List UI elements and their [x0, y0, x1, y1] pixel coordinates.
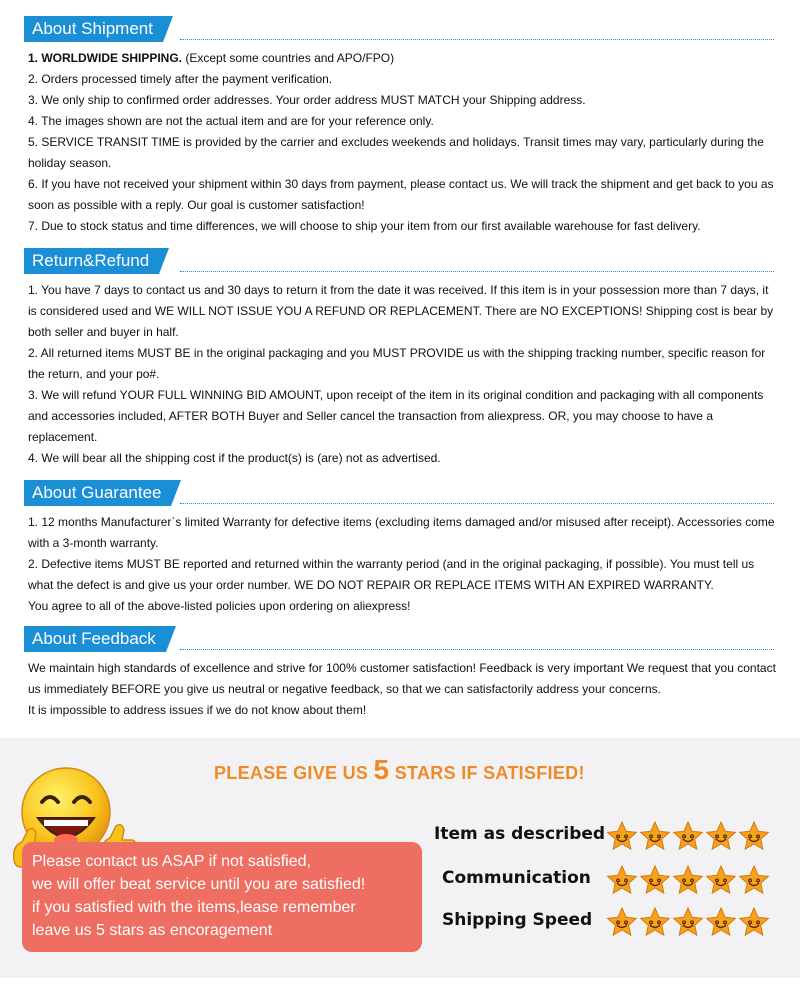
dotted-divider — [180, 39, 774, 40]
guarantee-item-3: You agree to all of the above-listed policies upon ordering on aliexpress! — [28, 599, 411, 613]
section-shipment — [0, 16, 800, 237]
star-icon — [705, 864, 737, 896]
section-header — [0, 626, 800, 652]
shipment-item-3: 3. We only ship to confirmed order addresses. Your order address MUST MATCH your Shipping address. — [28, 93, 586, 107]
refund-item-4: 4. We will bear all the shipping cost if the product(s) is (are) not as advertised. — [28, 451, 441, 465]
contact-message-box — [22, 842, 422, 952]
section-title-tab — [24, 480, 171, 506]
star-icon — [639, 864, 671, 896]
star-icon — [738, 864, 770, 896]
contact-line-4: leave us 5 stars as encoragement — [32, 922, 273, 939]
star-icon — [705, 820, 737, 852]
contact-line-1: Please contact us ASAP if not satisfied, — [32, 853, 311, 870]
section-title-tab — [24, 16, 163, 42]
rating-communication — [434, 864, 784, 898]
guarantee-item-1: 1. 12 months Manufacturer`s limited Warranty for defective items (excluding items damaged and/or misused after receipt). Accessories come with a 3-month warranty. — [28, 515, 775, 550]
section-guarantee — [0, 480, 800, 617]
section-feedback — [0, 626, 800, 721]
section-title: About Shipment — [32, 19, 153, 38]
section-title: About Feedback — [32, 629, 156, 648]
five-star-banner — [0, 738, 800, 978]
contact-line-2: we will offer beat service until you are satisfied! — [32, 876, 366, 893]
star-icon — [606, 906, 638, 938]
section-title: About Guarantee — [32, 483, 162, 502]
star-icon — [639, 906, 671, 938]
rating-shipping-speed — [434, 906, 784, 940]
rating-label: Communication — [442, 868, 591, 888]
section-title-tab — [24, 626, 166, 652]
star-icon — [606, 820, 638, 852]
section-header — [0, 248, 800, 274]
star-icon — [705, 906, 737, 938]
shipment-item-1: 1. WORLDWIDE SHIPPING. (Except some countries and APO/FPO) — [28, 51, 395, 65]
rating-label: Item as described — [434, 824, 606, 844]
shipment-item-2: 2. Orders processed timely after the payment verification. — [28, 72, 333, 86]
dotted-divider — [180, 503, 774, 504]
star-icon — [738, 820, 770, 852]
bottom-spacer — [0, 978, 800, 1000]
section-text — [28, 48, 780, 237]
section-text — [28, 658, 780, 721]
dotted-divider — [180, 649, 774, 650]
star-icon — [672, 820, 704, 852]
star-icon — [738, 906, 770, 938]
star-rating — [606, 906, 771, 940]
please-give-stars-heading: PLEASE GIVE US 5 STARS IF SATISFIED! — [214, 754, 585, 785]
section-header — [0, 16, 800, 42]
shipment-item-7: 7. Due to stock status and time differences, we will choose to ship your item from our first available warehouse for fast delivery. — [28, 219, 701, 233]
star-icon — [606, 864, 638, 896]
refund-item-3: 3. We will refund YOUR FULL WINNING BID AMOUNT, upon receipt of the item in its original condition and packaging with all components and accessories included, AFTER BOTH Buyer and Seller cancel the transaction from aliexpress. OR, you may choose to have a replacement. — [28, 388, 764, 444]
section-text — [28, 280, 780, 469]
section-title-tab — [24, 248, 159, 274]
feedback-item-2: It is impossible to address issues if we do not know about them! — [28, 703, 367, 717]
dotted-divider — [180, 271, 774, 272]
refund-item-1: 1. You have 7 days to contact us and 30 days to return it from the date it was received. If this item is in your possession more than 7 days, it is considered used and WE WILL NOT ISSUE YOU A REFUND OR REPLACEMENT. There are NO EXCEPTIONS! Shipping cost is bear by both seller and buyer in half. — [28, 283, 774, 339]
rating-label: Shipping Speed — [442, 910, 593, 930]
star-icon — [639, 820, 671, 852]
star-icon — [672, 864, 704, 896]
rating-item-as-described — [434, 820, 784, 854]
section-header — [0, 480, 800, 506]
feedback-item-1: We maintain high standards of excellence and strive for 100% customer satisfaction! Feedback is very important We request that you contact us immediately BEFORE you give us neutral or negative feedback, so that we can satisfactorily address your concerns. — [28, 661, 776, 696]
shipment-item-6: 6. If you have not received your shipment within 30 days from payment, please contact us. We will track the shipment and get back to you as soon as possible with a reply. Our goal is customer satisfaction! — [28, 177, 774, 212]
section-title: Return&Refund — [32, 251, 150, 270]
star-rating — [606, 864, 771, 898]
refund-item-2: 2. All returned items MUST BE in the original packaging and you MUST PROVIDE us with the shipping tracking number, specific reason for the return, and your po#. — [28, 346, 766, 381]
star-icon — [672, 906, 704, 938]
shipment-item-4: 4. The images shown are not the actual item and are for your reference only. — [28, 114, 434, 128]
section-text — [28, 512, 780, 617]
section-return-refund — [0, 248, 800, 469]
shipment-item-5: 5. SERVICE TRANSIT TIME is provided by the carrier and excludes weekends and holidays. Transit times may vary, particularly during the holiday season. — [28, 135, 764, 170]
contact-line-3: if you satisfied with the items,lease remember — [32, 899, 356, 916]
guarantee-item-2: 2. Defective items MUST BE reported and returned within the warranty period (and in the original packaging, if possible). You must tell us what the defect is and give us your order number. WE DO NOT REPAIR OR REPLACE ITEMS WITH AN EXPIRED WARRANTY. — [28, 557, 755, 592]
star-rating — [606, 820, 771, 854]
